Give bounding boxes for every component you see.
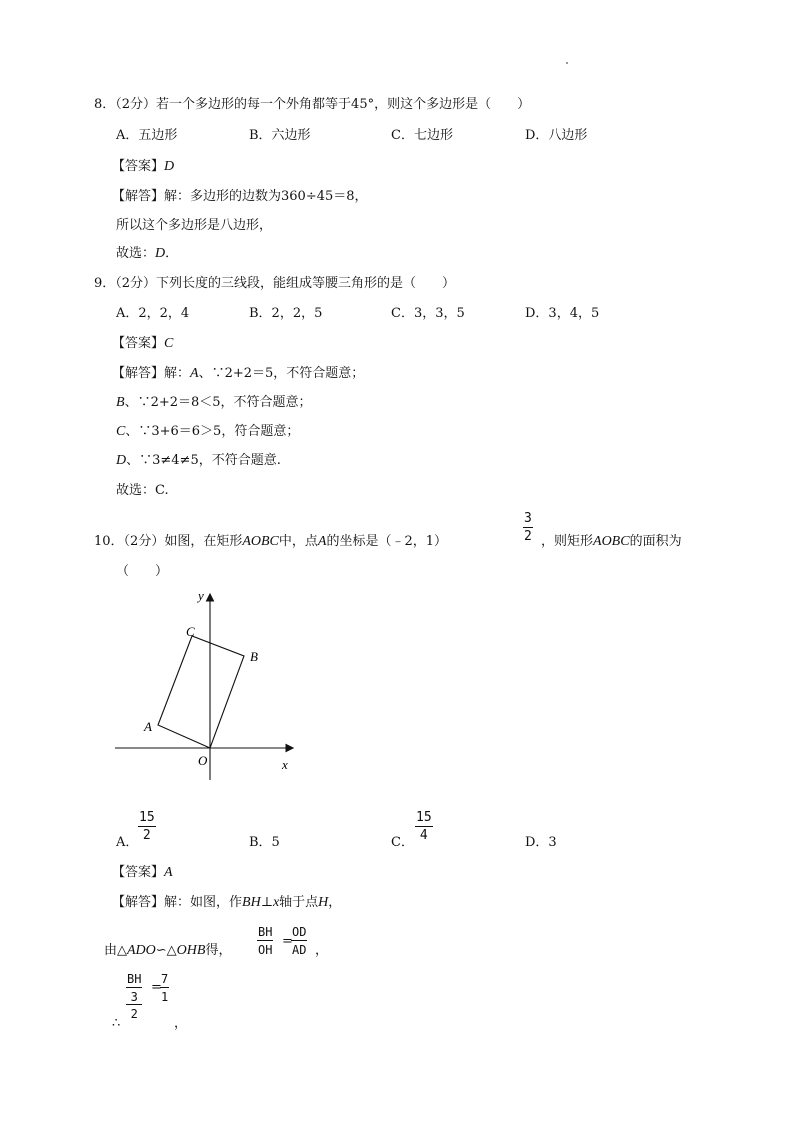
fraction-denominator: 1 xyxy=(160,987,169,1004)
conclusion-value: C xyxy=(155,483,165,498)
q10-option-b: B．5 xyxy=(249,835,280,850)
q8-option-b: B．六边形 xyxy=(249,128,311,143)
label-c: C xyxy=(186,624,195,639)
stem-part: ，则矩形 xyxy=(541,534,594,549)
q8-option-c: C．七边形 xyxy=(391,128,453,143)
rect-name: AOBC xyxy=(242,534,279,549)
q10-stem-line-1 xyxy=(94,533,447,551)
q8-option-a: A．五边形 xyxy=(116,128,178,143)
trailing-comma: ， xyxy=(174,1016,188,1031)
solution-label: 【解答】 xyxy=(112,189,165,204)
q9-solution-line-1 xyxy=(112,365,364,383)
fraction-denominator: 4 xyxy=(415,826,433,843)
point-h: H xyxy=(318,895,329,910)
q10-stem-paren: （ ） xyxy=(116,564,169,579)
q10-solution-line-2 xyxy=(104,942,231,960)
nested-numerator: 3 xyxy=(130,990,138,1004)
solution-text: 解：多边形的边数为360÷45＝8， xyxy=(164,189,368,204)
point-name: A xyxy=(317,534,327,549)
q8-option-d: D．八边形 xyxy=(525,128,588,143)
solution-label: 【解答】 xyxy=(112,895,165,910)
q8-answer xyxy=(112,158,174,176)
conclusion-suffix: ． xyxy=(165,246,179,261)
stem-part: 的面积为 xyxy=(629,534,682,549)
scan-dot xyxy=(566,62,568,64)
answer-label: 【答案】 xyxy=(112,159,165,174)
fraction-numerator: 7 xyxy=(161,972,169,986)
item-text: 、∵2+2＝5，不符合题意； xyxy=(198,366,365,381)
item-letter: B xyxy=(116,395,125,410)
q10-option-c-label: C． xyxy=(391,835,414,850)
label-a: A xyxy=(144,719,152,734)
fraction-numerator: 15 xyxy=(139,810,155,825)
fraction-denominator: 2 xyxy=(524,529,532,544)
q9-solution-line-3 xyxy=(116,423,299,441)
q8-solution-line-2: 所以这个多边形是八边形， xyxy=(116,218,273,233)
rectangle-aobc xyxy=(158,636,244,748)
label-b: B xyxy=(250,649,258,664)
label-x: x xyxy=(282,757,288,772)
answer-label: 【答案】 xyxy=(112,865,165,880)
q9-conclusion xyxy=(116,482,169,500)
stem-part: 中，点 xyxy=(278,534,318,549)
ratio-comma: ， xyxy=(315,943,329,958)
rect-name: AOBC xyxy=(593,534,630,549)
q10-solution-line-1 xyxy=(112,894,341,912)
fraction-numerator: 3 xyxy=(524,511,532,526)
ratio2-fraction-2 xyxy=(160,972,169,1004)
nested-denominator: 2 xyxy=(126,1004,142,1021)
solution-text: 轴于点 xyxy=(279,895,319,910)
q9-solution-line-2 xyxy=(116,394,312,412)
fraction-denominator: 2 xyxy=(138,826,156,843)
ratio2-equals: = xyxy=(151,980,162,995)
answer-value: C xyxy=(164,336,174,351)
ratio-fraction-2 xyxy=(291,925,307,957)
q10-stem-line-1-end xyxy=(541,533,682,551)
fraction-denominator: AD xyxy=(291,940,307,957)
q8-conclusion xyxy=(116,245,178,263)
q9-stem: 9．（2分）下列长度的三线段，能组成等腰三角形的是（ ） xyxy=(94,276,456,291)
item-text: 、∵3≠4≠5，不符合题意. xyxy=(126,453,281,468)
solution-label: 【解答】 xyxy=(112,366,165,381)
conclusion-suffix: . xyxy=(164,483,169,498)
segment-bh: BH xyxy=(242,895,261,910)
fraction-numerator: BH xyxy=(127,972,142,986)
q10-figure xyxy=(110,585,310,785)
item-text: 、∵2+2＝8＜5，不符合题意； xyxy=(124,395,312,410)
ratio-fraction-1 xyxy=(257,925,273,957)
fraction-numerator: 15 xyxy=(416,810,432,825)
fraction-numerator: OD xyxy=(292,925,307,939)
q9-solution-line-4 xyxy=(116,452,281,470)
conclusion-prefix: 故选： xyxy=(116,246,156,261)
item-letter: D xyxy=(116,453,127,468)
solution-text: 由△ xyxy=(104,943,127,958)
conclusion-prefix: 故选： xyxy=(116,483,156,498)
item-text: 、∵3+6＝6＞5，符合题意； xyxy=(125,424,300,439)
q9-option-b: B．2，2，5 xyxy=(249,306,323,321)
therefore-symbol: ∴ xyxy=(112,1016,121,1031)
q10-option-c-fraction xyxy=(415,811,433,843)
fraction-denominator xyxy=(126,987,142,1021)
item-letter: A xyxy=(190,366,199,381)
stem-part: 10．（2分）如图，在矩形 xyxy=(94,534,243,549)
fraction-numerator: BH xyxy=(258,925,273,939)
q10-option-d: D．3 xyxy=(525,835,557,850)
q8-stem: 8．（2分）若一个多边形的每一个外角都等于45°，则这个多边形是（ ） xyxy=(94,97,531,112)
q9-option-a: A．2，2，4 xyxy=(116,306,190,321)
solution-text: 得， xyxy=(205,943,232,958)
solution-text: ， xyxy=(328,895,342,910)
stem-part: 的坐标是（﹣2，1） xyxy=(326,534,448,549)
q10-stem-fraction xyxy=(523,512,533,544)
q8-solution-line-1 xyxy=(112,188,368,206)
perp-symbol: ⊥ xyxy=(260,895,273,910)
similar-symbol: ∽△ xyxy=(155,943,177,958)
q10-answer xyxy=(112,864,173,882)
q9-answer xyxy=(112,335,173,353)
label-y: y xyxy=(198,588,204,603)
label-o: O xyxy=(198,753,208,768)
q9-option-d: D．3，4，5 xyxy=(525,306,600,321)
q9-option-c: C．3，3，5 xyxy=(391,306,465,321)
answer-value: A xyxy=(164,865,173,880)
conclusion-value: D xyxy=(155,246,166,261)
answer-label: 【答案】 xyxy=(112,336,165,351)
item-letter: C xyxy=(116,424,126,439)
q10-option-a-fraction xyxy=(138,811,156,843)
answer-value: D xyxy=(164,159,175,174)
fraction-denominator: OH xyxy=(257,940,273,957)
q10-option-a-label: A． xyxy=(116,835,139,850)
triangle-ado: ADO xyxy=(127,943,156,958)
axis-x: x xyxy=(272,895,280,910)
ratio-equals: = xyxy=(282,934,293,949)
solution-intro: 解： xyxy=(164,366,191,381)
ratio2-fraction-1 xyxy=(126,972,142,1021)
solution-text: 解：如图，作 xyxy=(164,895,243,910)
triangle-ohb: OHB xyxy=(176,943,206,958)
